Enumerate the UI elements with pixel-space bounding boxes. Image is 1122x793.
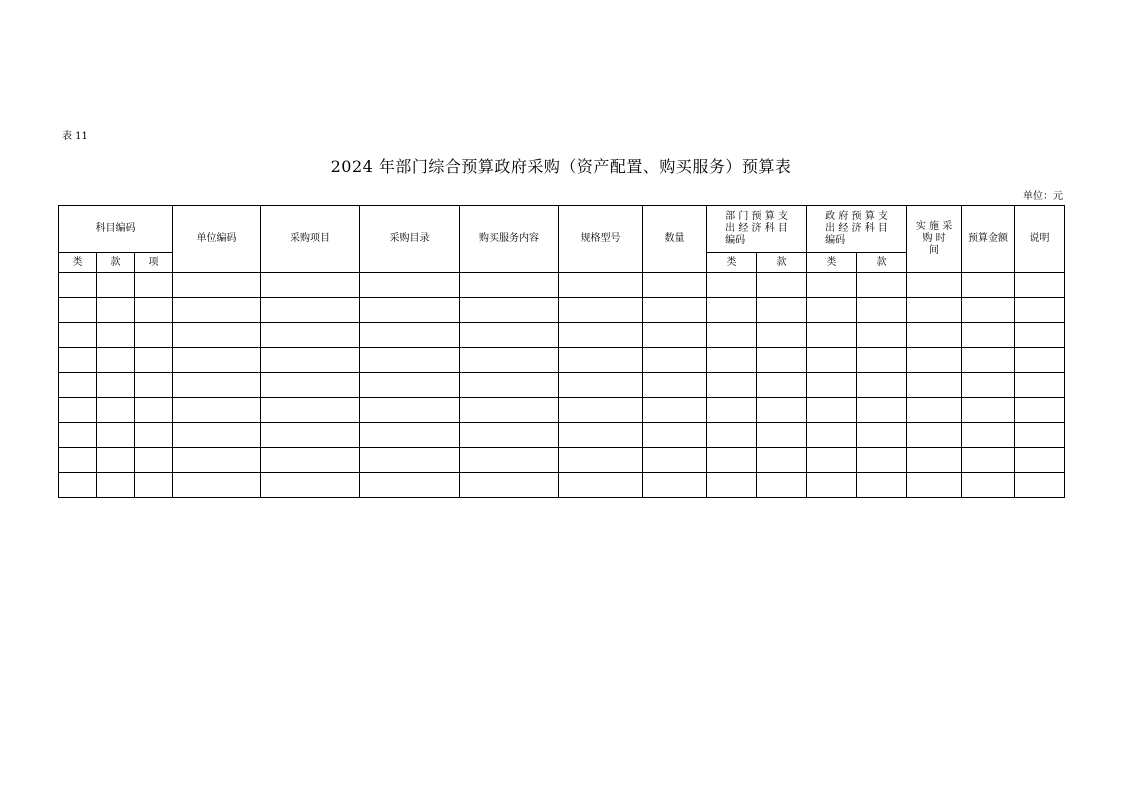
table-cell [59,323,97,348]
table-cell [643,423,707,448]
header-impl-time-line-1: 实 施 采 [915,221,953,232]
table-cell [643,373,707,398]
table-cell [807,448,857,473]
table-cell [757,473,807,498]
table-cell [907,448,962,473]
table-cell [59,423,97,448]
table-cell [962,423,1015,448]
table-row [59,298,1065,323]
table-row [59,423,1065,448]
header-budget-amount: 预算金额 [962,206,1015,273]
table-cell [261,473,360,498]
header-subject-lei: 类 [59,253,97,273]
table-cell [360,473,460,498]
table-cell [559,398,643,423]
table-cell [857,298,907,323]
table-cell [173,473,261,498]
table-cell [360,398,460,423]
table-cell [757,398,807,423]
table-cell [807,348,857,373]
table-cell [757,448,807,473]
table-cell [643,348,707,373]
table-row [59,273,1065,298]
table-row [59,473,1065,498]
header-subject-code: 科目编码 [59,206,173,253]
table-cell [962,348,1015,373]
table-row [59,373,1065,398]
unit-label: 单位：元 [1023,191,1063,202]
header-purchase-item: 采购项目 [261,206,360,273]
table-cell [757,298,807,323]
table-cell [135,373,173,398]
table-cell [707,373,757,398]
table-cell [559,448,643,473]
table-cell [857,373,907,398]
table-cell [460,373,559,398]
table-cell [707,398,757,423]
table-cell [757,323,807,348]
header-dept-lei: 类 [707,253,757,273]
table-cell [1015,473,1065,498]
header-unit-code: 单位编码 [173,206,261,273]
table-cell [1015,448,1065,473]
table-cell [907,423,962,448]
table-cell [807,298,857,323]
table-cell [97,373,135,398]
table-cell [907,323,962,348]
table-cell [173,273,261,298]
table-cell [857,423,907,448]
table-cell [261,323,360,348]
table-cell [1015,273,1065,298]
table-cell [360,323,460,348]
header-dept-econ-line-3: 编码 [725,235,746,246]
table-cell [559,423,643,448]
table-cell [460,273,559,298]
table-cell [1015,323,1065,348]
table-cell [360,373,460,398]
table-cell [59,398,97,423]
table-cell [173,398,261,423]
table-cell [97,323,135,348]
table-cell [907,398,962,423]
table-row [59,348,1065,373]
table-cell [1015,298,1065,323]
table-cell [59,473,97,498]
table-number: 表 11 [62,131,88,142]
table-cell [962,398,1015,423]
table-cell [757,348,807,373]
table-cell [962,473,1015,498]
table-cell [807,423,857,448]
table-cell [807,473,857,498]
table-cell [962,373,1015,398]
table-cell [360,348,460,373]
table-cell [559,273,643,298]
table-cell [261,398,360,423]
header-service-content: 购买服务内容 [460,206,559,273]
table-cell [97,348,135,373]
table-cell [135,423,173,448]
table-cell [907,298,962,323]
table-cell [97,298,135,323]
table-cell [59,298,97,323]
table-cell [707,473,757,498]
table-cell [97,423,135,448]
table-cell [559,348,643,373]
table-cell [643,273,707,298]
header-gov-econ-line-1: 政 府 预 算 支 [825,211,888,222]
header-remarks: 说明 [1015,206,1065,273]
table-row [59,323,1065,348]
table-cell [757,373,807,398]
table-cell [135,448,173,473]
table-cell [59,448,97,473]
table-cell [59,373,97,398]
table-cell [1015,398,1065,423]
table-cell [1015,348,1065,373]
table-cell [460,473,559,498]
table-cell [707,323,757,348]
table-cell [559,323,643,348]
table-cell [807,323,857,348]
header-spec-model: 规格型号 [559,206,643,273]
table-cell [643,298,707,323]
table-cell [707,298,757,323]
table-cell [707,273,757,298]
table-cell [460,448,559,473]
table-cell [261,373,360,398]
table-cell [173,373,261,398]
table-cell [857,398,907,423]
table-cell [261,348,360,373]
table-cell [97,448,135,473]
table-cell [59,273,97,298]
table-cell [807,373,857,398]
table-cell [261,423,360,448]
budget-table [58,205,1065,498]
table-row [59,398,1065,423]
header-row-1 [59,206,1065,253]
table-cell [97,473,135,498]
header-impl-time-line-2: 购 时 [922,233,946,244]
table-cell [707,448,757,473]
table-cell [97,273,135,298]
table-cell [360,423,460,448]
table-cell [1015,423,1065,448]
header-gov-econ-line-3: 编码 [825,235,846,246]
header-purchase-catalog: 采购目录 [360,206,460,273]
table-cell [173,348,261,373]
table-cell [135,398,173,423]
header-gov-lei: 类 [807,253,857,273]
table-row [59,448,1065,473]
header-quantity: 数量 [643,206,707,273]
table-cell [707,348,757,373]
table-cell [1015,373,1065,398]
page-title: 2024 年部门综合预算政府采购（资产配置、购买服务）预算表 [330,157,792,176]
header-impl-time-line-3: 间 [929,245,940,256]
table-cell [857,473,907,498]
table-cell [757,273,807,298]
table-cell [460,398,559,423]
table-cell [460,348,559,373]
table-cell [907,273,962,298]
header-impl-time [907,206,962,273]
table-cell [135,273,173,298]
header-gov-econ-line-2: 出 经 济 科 目 [825,223,888,234]
table-cell [962,323,1015,348]
table-cell [360,448,460,473]
table-cell [97,398,135,423]
header-gov-econ-code [807,206,907,253]
header-subject-kuan: 款 [97,253,135,273]
table-cell [559,298,643,323]
header-subject-xiang: 项 [135,253,173,273]
table-cell [807,398,857,423]
table-cell [460,298,559,323]
table-cell [360,273,460,298]
table-cell [173,448,261,473]
table-cell [757,423,807,448]
table-cell [962,298,1015,323]
header-gov-kuan: 款 [857,253,907,273]
table-cell [559,373,643,398]
header-dept-econ-line-1: 部 门 预 算 支 [725,211,788,222]
header-dept-econ-code [707,206,807,253]
table-cell [962,273,1015,298]
table-cell [261,298,360,323]
header-dept-kuan: 款 [757,253,807,273]
table-cell [135,473,173,498]
table-cell [135,348,173,373]
table-cell [135,323,173,348]
table-cell [460,423,559,448]
table-cell [807,273,857,298]
table-cell [261,448,360,473]
table-cell [559,473,643,498]
table-cell [135,298,173,323]
header-dept-econ-line-2: 出 经 济 科 目 [725,223,788,234]
table-cell [173,323,261,348]
table-cell [59,348,97,373]
table-cell [261,273,360,298]
table-cell [707,423,757,448]
table-cell [173,298,261,323]
table-cell [173,423,261,448]
table-cell [643,398,707,423]
table-cell [857,448,907,473]
table-cell [643,323,707,348]
table-cell [907,373,962,398]
table-cell [857,273,907,298]
table-cell [360,298,460,323]
table-cell [643,448,707,473]
table-cell [857,323,907,348]
table-cell [857,348,907,373]
table-cell [962,448,1015,473]
table-cell [907,473,962,498]
table-cell [907,348,962,373]
table-cell [643,473,707,498]
table-cell [460,323,559,348]
